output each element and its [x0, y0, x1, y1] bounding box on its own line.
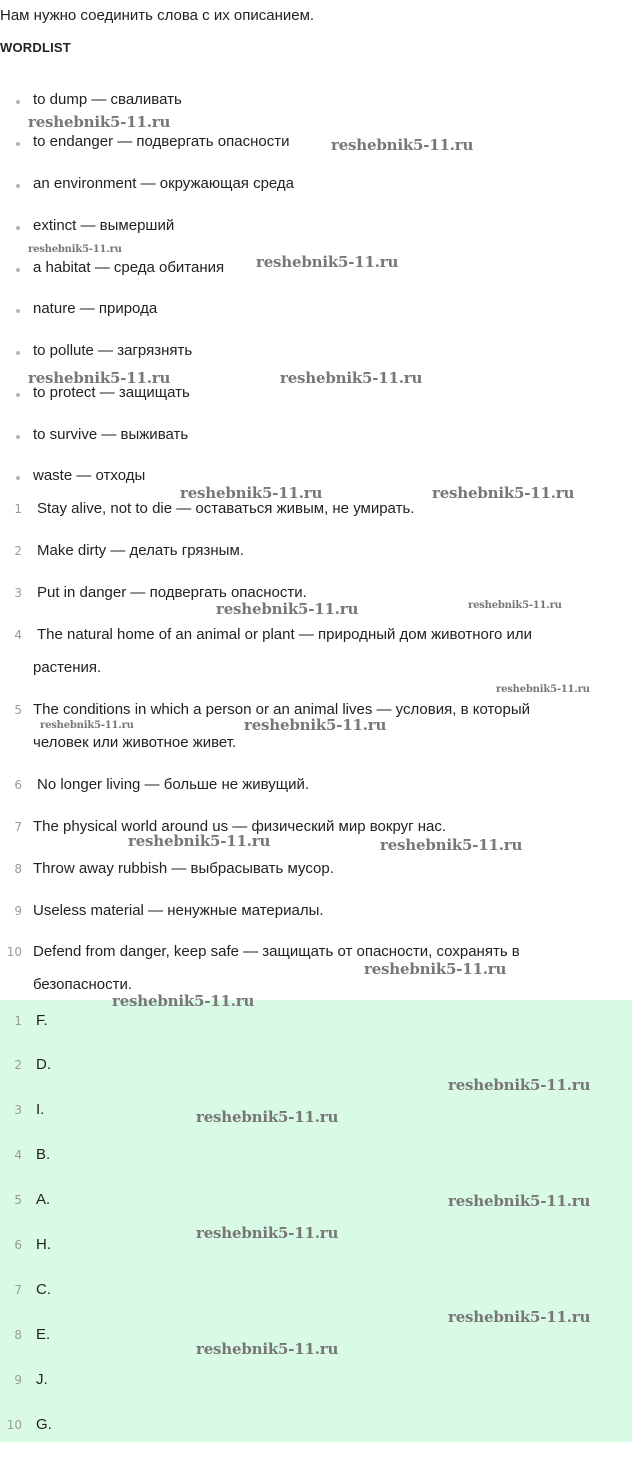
watermark: reshebnik5-11.ru: [196, 1224, 339, 1242]
definition-text: Stay alive, not to die — оставаться живым, не умирать.: [37, 500, 415, 517]
answer-text: F.: [36, 1012, 48, 1029]
intro-text: Нам нужно соединить слова с их описанием.: [0, 7, 315, 24]
answer-text: E.: [36, 1326, 51, 1343]
watermark: reshebnik5-11.ru: [28, 113, 171, 131]
definition-text: Defend from danger, keep safe — защищать от опасности, сохранять в: [33, 943, 520, 960]
definition-text-continued: безопасности.: [33, 976, 132, 993]
wordlist-item: to protect — защищать: [33, 384, 190, 401]
watermark: reshebnik5-11.ru: [112, 992, 255, 1010]
watermark: reshebnik5-11.ru: [244, 716, 387, 734]
wordlist-item: a habitat — среда обитания: [33, 259, 225, 276]
answer-text: D.: [36, 1056, 51, 1073]
answer-text: C.: [36, 1281, 51, 1298]
definition-text: The natural home of an animal or plant — природный дом животного или: [37, 626, 533, 643]
watermark: reshebnik5-11.ru: [432, 484, 575, 502]
definition-number: 6: [14, 778, 22, 792]
definition-text: Useless material — ненужные материалы.: [33, 902, 324, 919]
answer-number: 2: [14, 1058, 22, 1072]
wordlist-heading: WORDLIST: [0, 40, 71, 55]
watermark: reshebnik5-11.ru: [40, 720, 134, 731]
wordlist-item: extinct — вымерший: [33, 217, 175, 234]
definition-number: 2: [14, 544, 22, 558]
watermark: reshebnik5-11.ru: [28, 244, 122, 255]
watermark: reshebnik5-11.ru: [448, 1192, 591, 1210]
answer-text: B.: [36, 1146, 51, 1163]
definition-text-continued: человек или животное живет.: [33, 734, 237, 751]
definition-number: 5: [14, 703, 22, 717]
definition-number: 1: [14, 502, 22, 516]
watermark: reshebnik5-11.ru: [180, 484, 323, 502]
definition-text: Put in danger — подвергать опасности.: [37, 584, 307, 601]
answer-text: J.: [36, 1371, 48, 1388]
watermark: reshebnik5-11.ru: [331, 136, 474, 154]
definition-text: Make dirty — делать грязным.: [37, 542, 244, 559]
watermark: reshebnik5-11.ru: [28, 369, 171, 387]
watermark: reshebnik5-11.ru: [448, 1308, 591, 1326]
watermark: reshebnik5-11.ru: [196, 1340, 339, 1358]
answer-number: 4: [14, 1148, 22, 1162]
definition-text: The conditions in which a person or an animal lives — условия, в который: [33, 701, 531, 718]
wordlist-item: to survive — выживать: [33, 426, 189, 443]
watermark: reshebnik5-11.ru: [496, 684, 590, 695]
definition-number: 4: [14, 628, 22, 642]
answers-panel: [0, 1000, 632, 1442]
answer-text: G.: [36, 1416, 52, 1433]
wordlist-item: to pollute — загрязнять: [33, 342, 193, 359]
watermark: reshebnik5-11.ru: [128, 832, 271, 850]
definition-text-continued: растения.: [33, 659, 102, 676]
wordlist-item: an environment — окружающая среда: [33, 175, 295, 192]
definition-number: 7: [14, 820, 22, 834]
answer-number: 6: [14, 1238, 22, 1252]
watermark: reshebnik5-11.ru: [196, 1108, 339, 1126]
answer-number: 9: [14, 1373, 22, 1387]
answer-text: A.: [36, 1191, 51, 1208]
definition-number: 8: [14, 862, 22, 876]
wordlist-item: nature — природа: [33, 300, 158, 317]
answer-text: I.: [36, 1101, 45, 1118]
definition-text: The physical world around us — физический мир вокруг нас.: [33, 818, 447, 835]
answer-number: 1: [14, 1014, 22, 1028]
answer-number: 7: [14, 1283, 22, 1297]
watermark: reshebnik5-11.ru: [468, 600, 562, 611]
definition-text: No longer living — больше не живущий.: [37, 776, 310, 793]
watermark: reshebnik5-11.ru: [448, 1076, 591, 1094]
answer-number: 10: [6, 1418, 22, 1432]
definition-text: Throw away rubbish — выбрасывать мусор.: [33, 860, 334, 877]
watermark: reshebnik5-11.ru: [256, 253, 399, 271]
definition-number: 10: [6, 945, 22, 959]
definition-number: 9: [14, 904, 22, 918]
watermark: reshebnik5-11.ru: [364, 960, 507, 978]
answer-text: H.: [36, 1236, 51, 1253]
answer-number: 8: [14, 1328, 22, 1342]
watermark: reshebnik5-11.ru: [216, 600, 359, 618]
wordlist-item: waste — отходы: [33, 467, 146, 484]
wordlist-item: to endanger — подвергать опасности: [33, 133, 290, 150]
answer-number: 3: [14, 1103, 22, 1117]
wordlist-item: to dump — сваливать: [33, 91, 182, 108]
answer-number: 5: [14, 1193, 22, 1207]
definition-number: 3: [14, 586, 22, 600]
watermark: reshebnik5-11.ru: [380, 836, 523, 854]
watermark: reshebnik5-11.ru: [280, 369, 423, 387]
